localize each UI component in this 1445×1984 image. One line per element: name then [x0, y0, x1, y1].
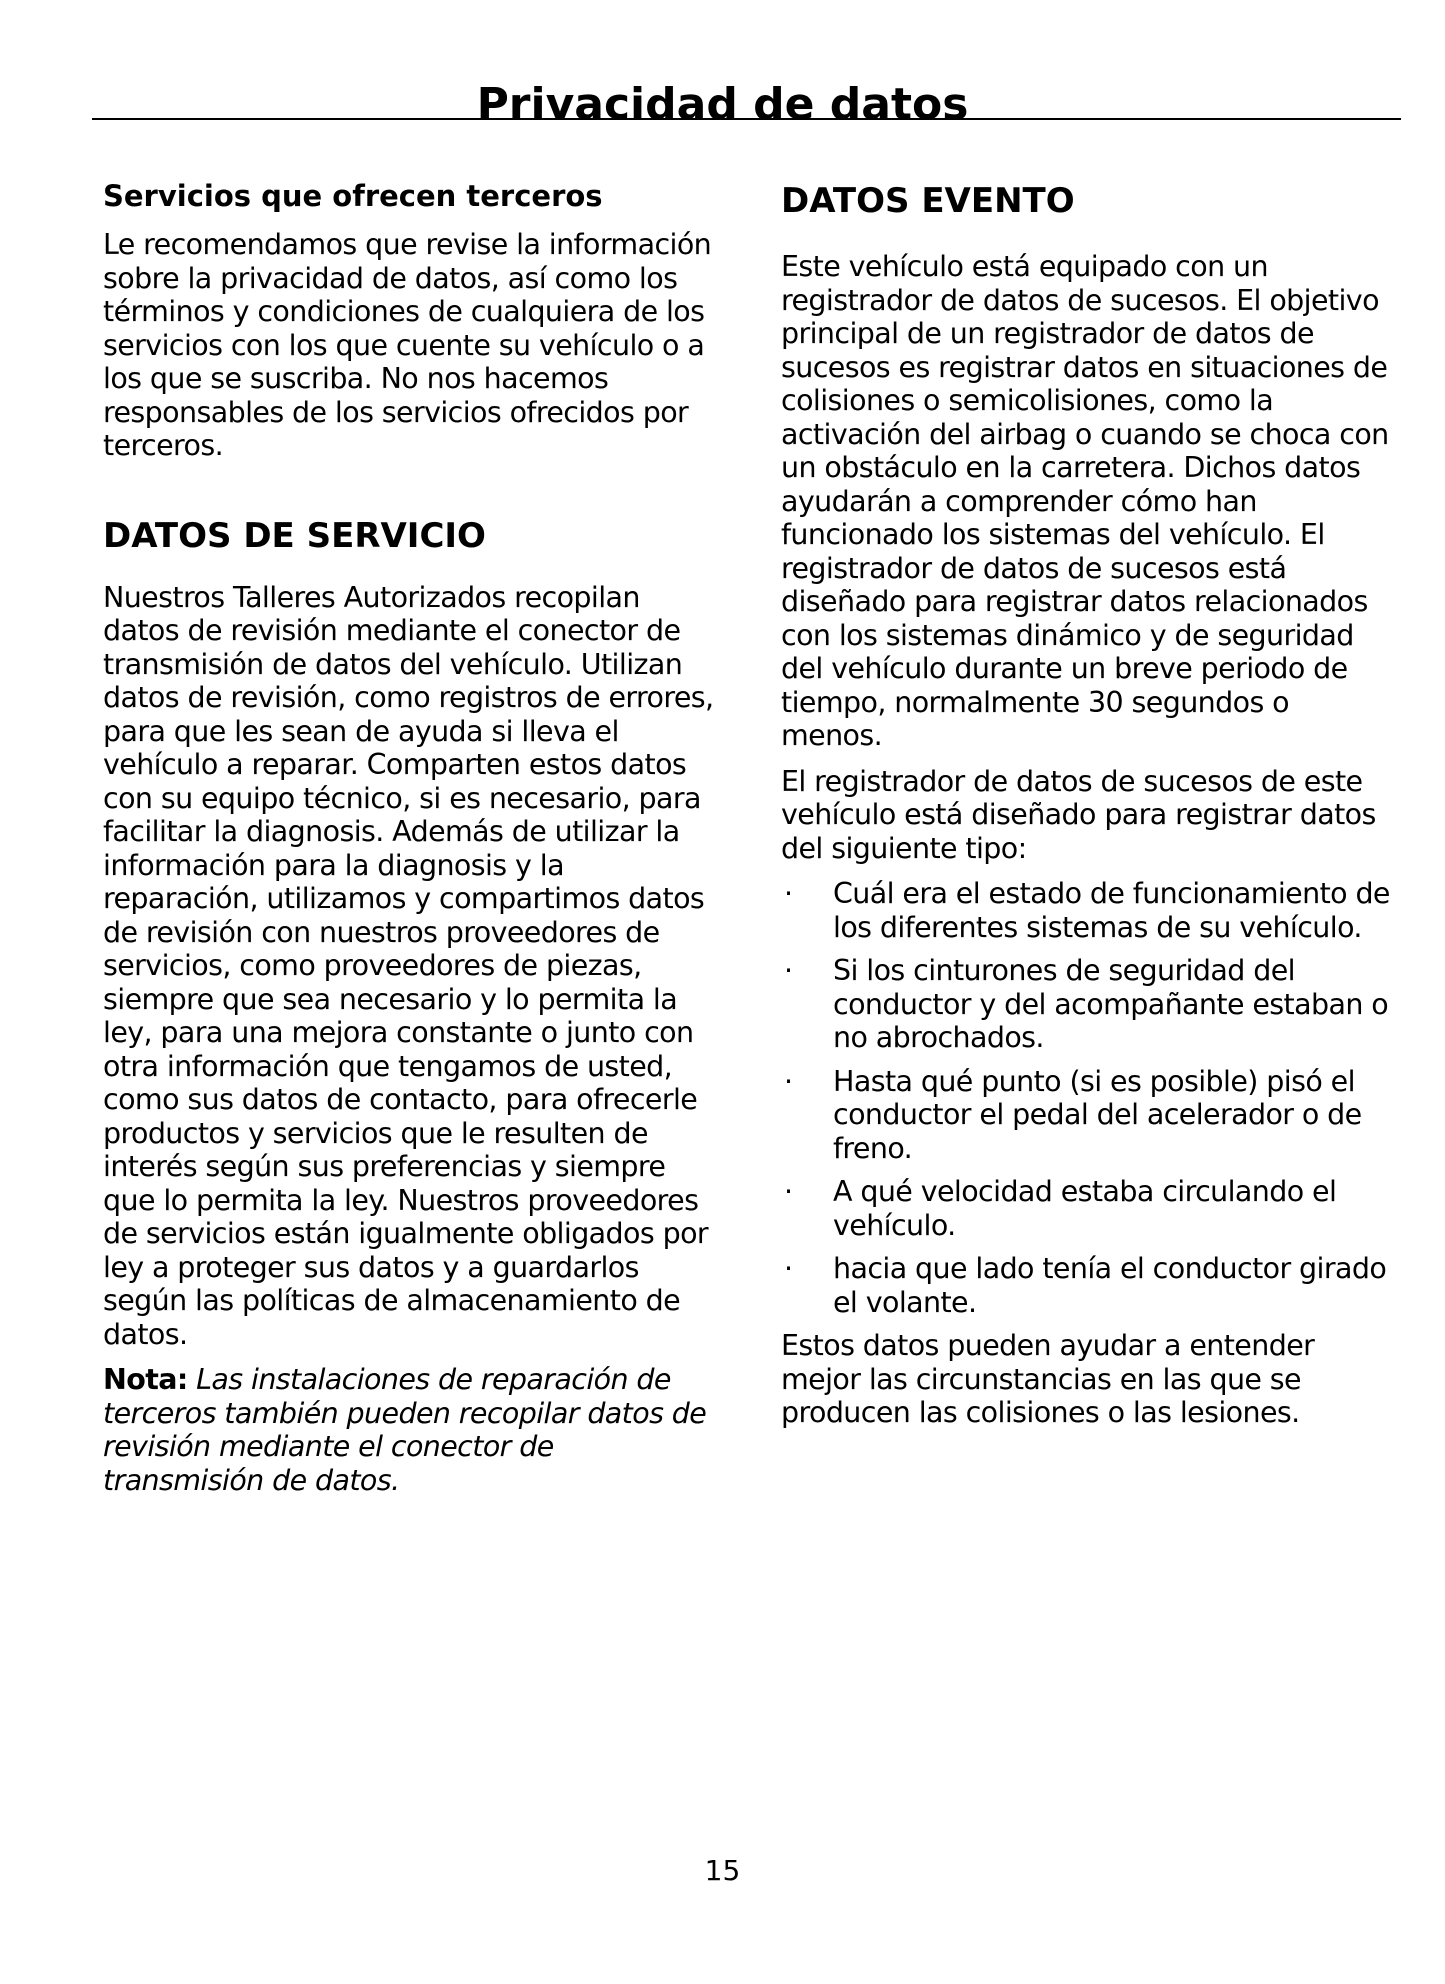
list-item — [781, 1065, 1393, 1166]
list-item-text: Si los cinturones de seguridad del conductor y del acompañante estaban o no abrochados. — [833, 954, 1389, 1054]
bullet-icon: · — [784, 1252, 793, 1285]
title-divider — [92, 118, 1401, 120]
list-item — [781, 1175, 1393, 1242]
event-data-paragraph-1: Este vehículo está equipado con un registrador de datos de sucesos. El objetivo principal de un registrador de datos de sucesos es registrar datos en situaciones de colisiones o semicolisiones, como la activación del airbag o cuando se choca con un obstáculo en la carretera. Dichos datos ayudarán a comprender cómo han funcionado los sistemas del vehículo. El registrador de datos de sucesos está diseñado para registrar datos relacionados con los sistemas dinámico y de seguridad del vehículo durante un breve periodo de tiempo, normalmente 30 segundos o menos. — [781, 250, 1389, 752]
event-data-heading: DATOS EVENTO — [781, 181, 1075, 221]
bullet-icon: · — [784, 877, 793, 910]
third-party-services-body: Le recomendamos que revise la información sobre la privacidad de datos, así como los términos y condiciones de cualquiera de los servicios con los que cuente su vehículo o a los que se suscriba. No nos hacemos responsables de los servicios ofrecidos por terceros. — [103, 228, 712, 462]
list-item — [781, 1252, 1393, 1319]
list-item-text: A qué velocidad estaba circulando el vehículo. — [833, 1175, 1337, 1242]
event-data-paragraph-3: Estos datos pueden ayudar a entender mejor las circunstancias en las que se producen las colisiones o las lesiones. — [781, 1329, 1315, 1429]
list-item-text: hacia que lado tenía el conductor girado el volante. — [833, 1252, 1387, 1319]
bullet-icon: · — [784, 1064, 793, 1098]
bullet-icon: · — [784, 954, 793, 987]
service-data-note — [103, 1363, 715, 1497]
service-data-body: Nuestros Talleres Autorizados recopilan datos de revisión mediante el conector de transmisión de datos del vehículo. Utilizan datos de revisión, como registros de errores, para que les sean de ayuda si lleva el vehículo a reparar. Comparten estos datos con su equipo técnico, si es necesario, para facilitar la diagnosis. Además de utilizar la información para la diagnosis y la reparación, utilizamos y compartimos datos de revisión con nuestros proveedores de servicios, como proveedores de piezas, siempre que sea necesario y lo permita la ley, para una mejora constante o junto con otra información que tengamos de usted, como sus datos de contacto, para ofrecerle productos y servicios que le resulten de interés según sus preferencias y siempre que lo permita la ley. Nuestros proveedores de servicios están igualmente obligados por ley a proteger sus datos y a guardarlos según las políticas de almacenamiento de datos. — [103, 580, 714, 1351]
list-item — [781, 954, 1393, 1055]
list-item-text: Hasta qué punto (si es posible) pisó el conductor el pedal del acelerador o de freno. — [833, 1064, 1362, 1165]
note-label: Nota: — [103, 1363, 188, 1396]
event-data-bullet-list — [781, 877, 1393, 1319]
event-data-paragraph-2: El registrador de datos de sucesos de este vehículo está diseñado para registrar datos del siguiente tipo: — [781, 764, 1376, 865]
left-column — [103, 176, 715, 1509]
note-text: Las instalaciones de reparación de terceros también pueden recopilar datos de revisión mediante el conector de transmisión de datos. — [103, 1363, 707, 1497]
right-column — [781, 176, 1393, 1442]
page-title: Privacidad de datos — [476, 79, 969, 131]
service-data-heading: DATOS DE SERVICIO — [103, 515, 486, 556]
third-party-services-heading: Servicios que ofrecen terceros — [103, 179, 603, 213]
list-item-text: Cuál era el estado de funcionamiento de los diferentes sistemas de su vehículo. — [833, 877, 1390, 944]
list-item — [781, 877, 1393, 944]
bullet-icon: · — [784, 1175, 793, 1208]
page-number: 15 — [704, 1854, 741, 1887]
